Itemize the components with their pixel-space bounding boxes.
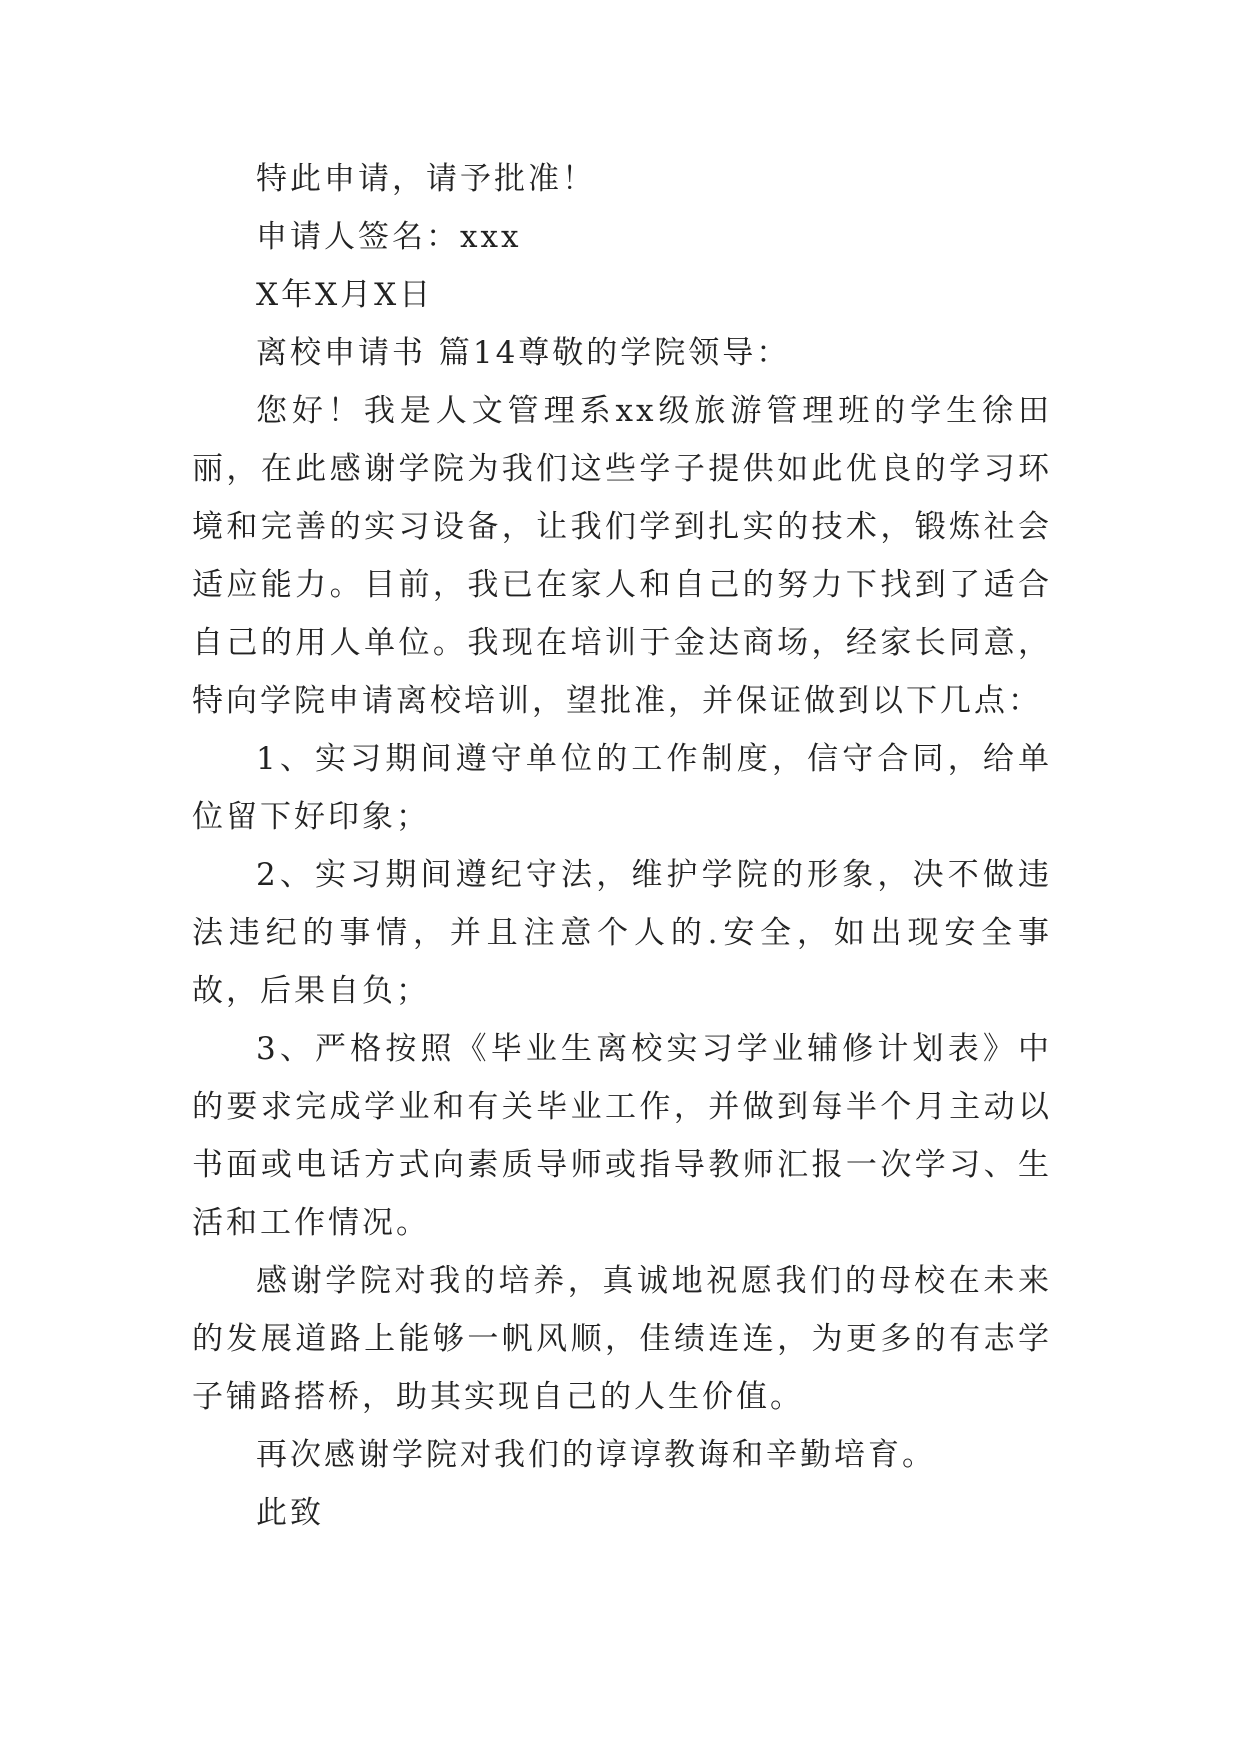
thanks-paragraph: 感谢学院对我的培养，真诚地祝愿我们的母校在未来的发展道路上能够一帆风顺，佳绩连连，为更多的有志学子铺路搭桥，助其实现自己的人生价值。 <box>192 1263 1052 1415</box>
date-line: X年X月X日 <box>256 277 434 313</box>
closing-salute: 此致 <box>256 1495 324 1531</box>
pledge-item-2: 2、实习期间遵纪守法，维护学院的形象，决不做违法违纪的事情，并且注意个人的.安全，如出现安全事故，后果自负； <box>192 857 1052 1009</box>
closing-request-line: 特此申请，请予批准！ <box>256 161 596 197</box>
applicant-signature-line: 申请人签名：xxx <box>256 219 522 255</box>
pledge-item-1: 1、实习期间遵守单位的工作制度，信守合同，给单位留下好印象； <box>192 741 1052 835</box>
document-body <box>192 150 1052 1542</box>
pledge-item-3: 3、严格按照《毕业生离校实习学业辅修计划表》中的要求完成学业和有关毕业工作，并做到每半个月主动以书面或电话方式向素质导师或指导教师汇报一次学习、生活和工作情况。 <box>192 1031 1052 1241</box>
intro-paragraph: 您好！我是人文管理系xx级旅游管理班的学生徐田丽，在此感谢学院为我们这些学子提供如此优良的学习环境和完善的实习设备，让我们学到扎实的技术，锻炼社会适应能力。目前，我已在家人和自己的努力下找到了适合自己的用人单位。我现在培训于金达商场，经家长同意，特向学院申请离校培训，望批准，并保证做到以下几点： <box>192 393 1052 719</box>
letter-heading-salutation: 离校申请书 篇14尊敬的学院领导： <box>256 335 791 371</box>
gratitude-line: 再次感谢学院对我们的谆谆教诲和辛勤培育。 <box>256 1437 936 1473</box>
